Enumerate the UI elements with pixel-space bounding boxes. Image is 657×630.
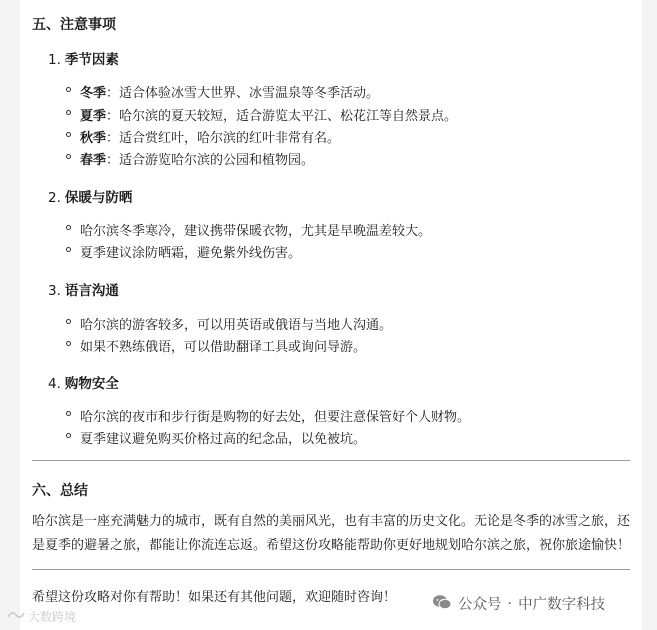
bullet-circle-icon <box>66 154 71 159</box>
article-card <box>20 0 642 630</box>
bullet-text: 夏季建议避免购买价格过高的纪念品，以免被坑。 <box>80 432 367 447</box>
list-number: 3. <box>48 283 61 299</box>
bullet-text: ：适合体验冰雪大世界、冰雪温泉等冬季活动。 <box>106 86 380 101</box>
list-item-title <box>48 372 119 392</box>
divider <box>32 569 630 570</box>
bullet-item <box>80 314 392 333</box>
bullet-label: 夏季 <box>80 109 107 124</box>
swirl-logo-icon <box>6 609 26 624</box>
bullet-text: ：哈尔滨的夏天较短，适合游览太平江、松花江等自然景点。 <box>106 109 458 124</box>
list-title-text: 保暖与防晒 <box>64 190 133 206</box>
bullet-label: 春季 <box>80 153 107 168</box>
list-item-title <box>48 48 119 68</box>
bullet-label: 秋季 <box>80 131 107 146</box>
list-title-text: 购物安全 <box>64 376 119 392</box>
bullet-item <box>80 406 470 425</box>
list-title-text: 语言沟通 <box>64 283 119 299</box>
watermark-separator: · <box>507 595 513 612</box>
watermark-source <box>432 593 605 614</box>
list-number: 1. <box>48 52 61 68</box>
bullet-text: 如果不熟练俄语，可以借助翻译工具或询问导游。 <box>80 340 367 355</box>
bullet-text: 哈尔滨冬季寒冷，建议携带保暖衣物，尤其是早晚温差较大。 <box>80 224 432 239</box>
bullet-circle-icon <box>66 319 71 324</box>
bullet-label: 冬季 <box>80 86 107 101</box>
bullet-item <box>80 127 340 146</box>
section-heading-summary: 六、总结 <box>32 483 88 499</box>
list-title-text: 季节因素 <box>64 52 119 68</box>
summary-paragraph: 哈尔滨是一座充满魅力的城市，既有自然的美丽风光，也有丰富的历史文化。无论是冬季的冰雪之旅，还是夏季的避暑之旅，都能让你流连忘返。希望这份攻略能帮助你更好地规划哈尔滨之旅，祝你旅途愉快！ <box>32 514 631 553</box>
bullet-text: ：适合赏红叶，哈尔滨的红叶非常有名。 <box>106 131 341 146</box>
bullet-circle-icon <box>66 87 71 92</box>
bullet-circle-icon <box>66 247 71 252</box>
bullet-circle-icon <box>66 341 71 346</box>
watermark-account-name: 中广数字科技 <box>518 597 606 613</box>
bullet-circle-icon <box>66 132 71 137</box>
wechat-icon <box>432 594 452 614</box>
list-number: 2. <box>48 190 61 206</box>
bullet-circle-icon <box>66 225 71 230</box>
bullet-item <box>80 82 379 101</box>
bullet-text: ：适合游览哈尔滨的公园和植物园。 <box>106 153 315 168</box>
list-item-title <box>48 186 132 206</box>
bullet-item <box>80 220 431 239</box>
bullet-item <box>80 105 457 124</box>
watermark-prefix: 公众号 <box>458 597 502 613</box>
bullet-text: 哈尔滨的游客较多，可以用英语或俄语与当地人沟通。 <box>80 318 393 333</box>
bullet-item <box>80 242 301 261</box>
list-item-title <box>48 279 119 299</box>
bullet-item <box>80 336 366 355</box>
divider <box>32 460 630 461</box>
closing-text: 希望这份攻略对你有帮助！如果还有其他问题，欢迎随时咨询！ <box>32 590 397 605</box>
bullet-circle-icon <box>66 110 71 115</box>
bullet-item <box>80 149 314 168</box>
bullet-text: 夏季建议涂防晒霜，避免紫外线伤害。 <box>80 246 302 261</box>
watermark-left-text: 大数跨境 <box>28 610 77 624</box>
bullet-text: 哈尔滨的夜市和步行街是购物的好去处，但要注意保管好个人财物。 <box>80 410 471 425</box>
bullet-item <box>80 428 366 447</box>
bullet-circle-icon <box>66 433 71 438</box>
bullet-circle-icon <box>66 411 71 416</box>
watermark-left <box>6 608 76 625</box>
list-number: 4. <box>48 376 61 392</box>
section-heading-precautions: 五、注意事项 <box>32 17 116 33</box>
